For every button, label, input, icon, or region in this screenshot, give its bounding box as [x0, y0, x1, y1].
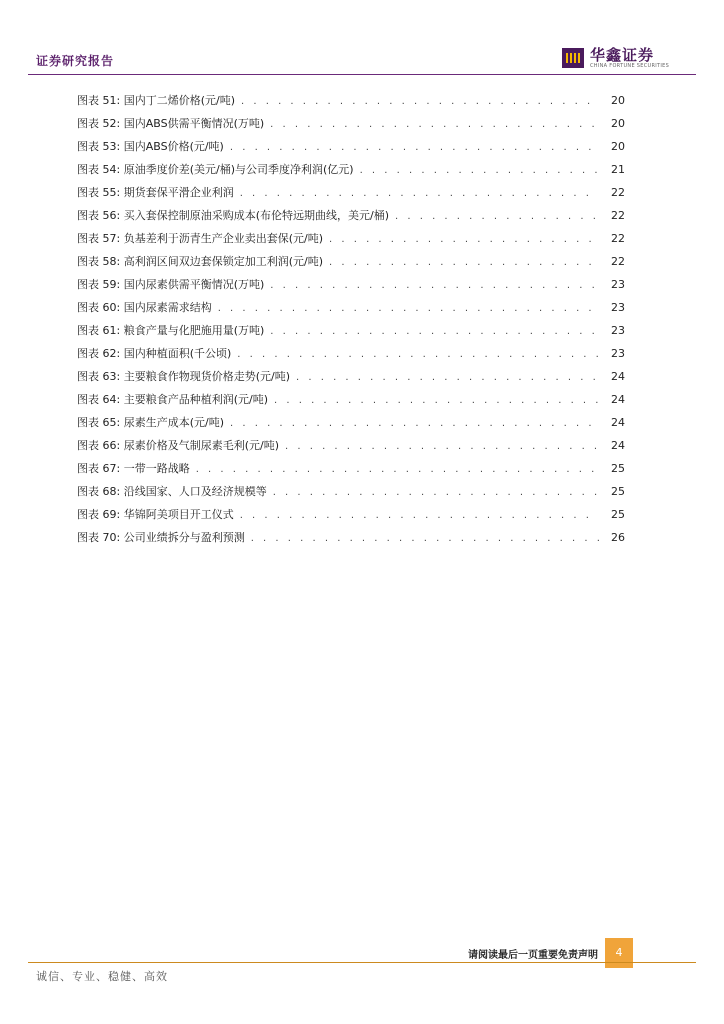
toc-page-number: 23 — [611, 278, 625, 291]
toc-dot-leader — [270, 274, 599, 297]
toc-figure-label: 图表 70: — [77, 531, 121, 544]
toc-figure-label: 图表 60: — [77, 301, 121, 314]
toc-figure-title: 粮食产量与化肥施用量(万吨) — [123, 324, 265, 337]
toc-figure-label: 图表 52: — [77, 117, 121, 130]
toc-entry[interactable] — [77, 342, 625, 365]
toc-entry[interactable] — [77, 296, 625, 319]
toc-page-number: 20 — [611, 117, 625, 130]
toc-page-number: 22 — [611, 255, 625, 268]
toc-page-number: 22 — [611, 232, 625, 245]
toc-dot-leader — [270, 113, 599, 136]
toc-figure-title: 主要粮食产品种植利润(元/吨) — [123, 393, 268, 406]
toc-figure-title: 国内尿素需求结构 — [123, 301, 212, 314]
toc-figure-title: 国内丁二烯价格(元/吨) — [123, 94, 235, 107]
toc-page-number: 23 — [611, 324, 625, 337]
company-motto: 诚信、专业、稳健、高效 — [36, 970, 168, 983]
toc-entry[interactable] — [77, 250, 625, 273]
toc-figure-title: 国内尿素供需平衡情况(万吨) — [123, 278, 265, 291]
company-logo — [562, 46, 670, 72]
toc-entry[interactable] — [77, 319, 625, 342]
toc-page-number: 25 — [611, 462, 625, 475]
toc-page-number: 22 — [611, 209, 625, 222]
toc-entry[interactable] — [77, 411, 625, 434]
toc-dot-leader — [240, 504, 599, 527]
toc-entry[interactable] — [77, 273, 625, 296]
toc-figure-label: 图表 59: — [77, 278, 121, 291]
toc-figure-title: 原油季度价差(美元/桶)与公司季度净利润(亿元) — [123, 163, 354, 176]
toc-dot-leader — [360, 159, 599, 182]
toc-entry[interactable] — [77, 434, 625, 457]
toc-figure-label: 图表 51: — [77, 94, 121, 107]
toc-entry[interactable] — [77, 112, 625, 135]
toc-dot-leader — [237, 343, 599, 366]
toc-dot-leader — [230, 412, 599, 435]
toc-dot-leader — [230, 136, 599, 159]
toc-dot-leader — [296, 366, 599, 389]
toc-dot-leader — [395, 205, 599, 228]
toc-figure-title: 主要粮食作物现货价格走势(元/吨) — [123, 370, 290, 383]
toc-dot-leader — [273, 481, 599, 504]
toc-figure-title: 一带一路战略 — [123, 462, 190, 475]
toc-entry[interactable] — [77, 89, 625, 112]
toc-dot-leader — [196, 458, 599, 481]
toc-page-number: 24 — [611, 416, 625, 429]
toc-dot-leader — [274, 389, 599, 412]
toc-figure-label: 图表 61: — [77, 324, 121, 337]
toc-figure-label: 图表 57: — [77, 232, 121, 245]
toc-entry[interactable] — [77, 158, 625, 181]
toc-page-number: 24 — [611, 370, 625, 383]
toc-page-number: 25 — [611, 508, 625, 521]
toc-dot-leader — [241, 90, 599, 113]
toc-figure-title: 负基差利于沥青生产企业卖出套保(元/吨) — [123, 232, 323, 245]
disclaimer-note: 请阅读最后一页重要免责声明 — [468, 950, 598, 961]
toc-figure-title: 国内ABS价格(元/吨) — [123, 140, 224, 153]
toc-dot-leader — [329, 228, 599, 251]
toc-entry[interactable] — [77, 227, 625, 250]
toc-figure-label: 图表 69: — [77, 508, 121, 521]
figure-list — [77, 89, 625, 549]
toc-figure-label: 图表 65: — [77, 416, 121, 429]
logo-subtitle: CHINA FORTUNE SECURITIES — [590, 63, 670, 69]
toc-figure-label: 图表 54: — [77, 163, 121, 176]
footer-divider — [28, 962, 696, 963]
toc-page-number: 21 — [611, 163, 625, 176]
toc-figure-title: 高利润区间双边套保锁定加工利润(元/吨) — [123, 255, 323, 268]
toc-figure-label: 图表 58: — [77, 255, 121, 268]
toc-figure-title: 买入套保控制原油采购成本(布伦特远期曲线，美元/桶) — [123, 209, 389, 222]
toc-figure-label: 图表 66: — [77, 439, 121, 452]
toc-page-number: 26 — [611, 531, 625, 544]
toc-dot-leader — [240, 182, 599, 205]
toc-figure-label: 图表 64: — [77, 393, 121, 406]
toc-entry[interactable] — [77, 388, 625, 411]
toc-page-number: 25 — [611, 485, 625, 498]
toc-page-number: 23 — [611, 347, 625, 360]
toc-figure-label: 图表 63: — [77, 370, 121, 383]
toc-figure-label: 图表 62: — [77, 347, 121, 360]
toc-entry[interactable] — [77, 457, 625, 480]
logo-mark-icon — [562, 48, 584, 68]
toc-dot-leader — [218, 297, 599, 320]
toc-figure-label: 图表 68: — [77, 485, 121, 498]
toc-figure-title: 华锦阿美项目开工仪式 — [123, 508, 234, 521]
toc-entry[interactable] — [77, 135, 625, 158]
toc-page-number: 22 — [611, 186, 625, 199]
toc-dot-leader — [329, 251, 599, 274]
logo-name: 华鑫证券 — [590, 46, 655, 64]
toc-entry[interactable] — [77, 365, 625, 388]
toc-figure-title: 沿线国家、人口及经济规模等 — [123, 485, 267, 498]
toc-entry[interactable] — [77, 526, 625, 549]
toc-dot-leader — [251, 527, 599, 550]
toc-dot-leader — [270, 320, 599, 343]
page-number: 4 — [605, 938, 633, 968]
toc-entry[interactable] — [77, 204, 625, 227]
toc-figure-title: 尿素价格及气制尿素毛利(元/吨) — [123, 439, 279, 452]
header-divider — [28, 74, 696, 75]
toc-figure-title: 公司业绩拆分与盈利预测 — [123, 531, 245, 544]
toc-page-number: 20 — [611, 94, 625, 107]
toc-dot-leader — [285, 435, 599, 458]
toc-figure-title: 期货套保平滑企业利润 — [123, 186, 234, 199]
toc-page-number: 20 — [611, 140, 625, 153]
toc-figure-label: 图表 56: — [77, 209, 121, 222]
toc-entry[interactable] — [77, 480, 625, 503]
toc-page-number: 23 — [611, 301, 625, 314]
toc-page-number: 24 — [611, 439, 625, 452]
toc-entry[interactable] — [77, 503, 625, 526]
toc-figure-title: 尿素生产成本(元/吨) — [123, 416, 224, 429]
toc-page-number: 24 — [611, 393, 625, 406]
toc-figure-label: 图表 67: — [77, 462, 121, 475]
report-type-label: 证券研究报告 — [36, 54, 115, 68]
toc-figure-title: 国内种植面积(千公顷) — [123, 347, 232, 360]
toc-entry[interactable] — [77, 181, 625, 204]
toc-figure-title: 国内ABS供需平衡情况(万吨) — [123, 117, 265, 130]
toc-figure-label: 图表 53: — [77, 140, 121, 153]
toc-figure-label: 图表 55: — [77, 186, 121, 199]
